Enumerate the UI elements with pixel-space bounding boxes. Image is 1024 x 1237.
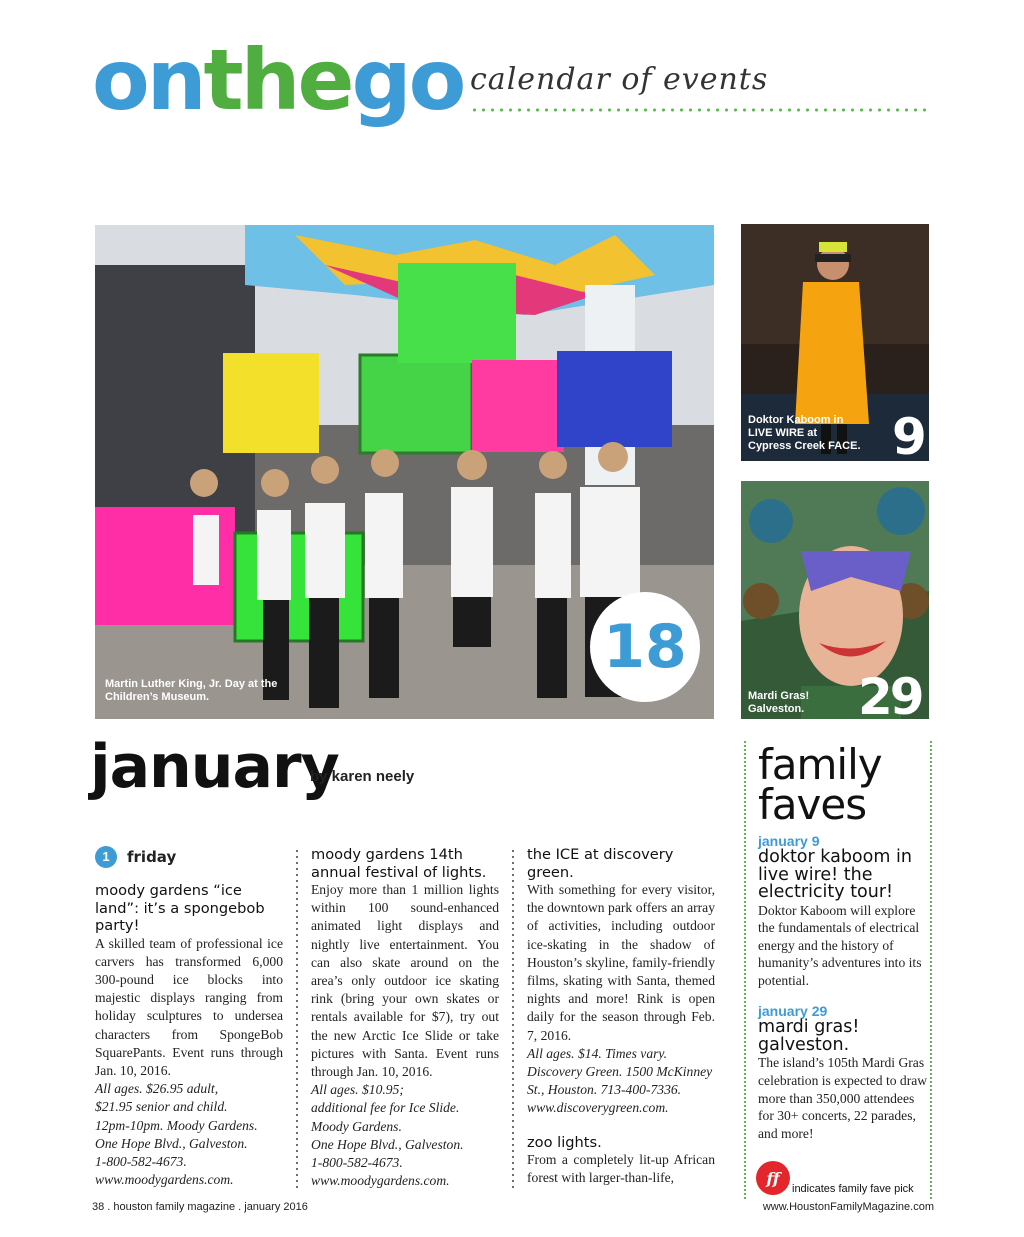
event-heading: the ICE at discovery green. [527,846,674,881]
main-photo-caption [105,678,277,704]
website-link[interactable]: www.HoustonFamilyMagazine.com [762,1201,934,1213]
event-description: Enjoy more than 1 million lights within 100 sound-enhanced animated light displays and nightly live entertainment. You can also skate around on the area’s only outdoor ice skating rink (bring your own skates or rentals available for $7), try out the new Arctic Ice Slide or take pictures with Santa. Event runs through Jan. 10, 2016. [311,882,499,1080]
detail-line[interactable]: www.moodygardens.com. [95,1172,234,1188]
fave-description: Doktor Kaboom will explore the fundamentals of electrical energy and the history of humanity’s adventures into its potential. [758,902,922,988]
detail-line: All ages. $14. Times vary. [527,1045,668,1061]
caption-line: Cypress Creek FACE. [748,440,861,452]
caption-line: LIVE WIRE at [748,427,818,439]
logo-part-go: go [351,31,464,129]
faves-title-line: family [758,740,882,789]
detail-line: St., Houston. 713-400-7336. [527,1082,682,1098]
date-number-9: 9 [892,408,927,466]
event-description: From a completely lit-up African forest with larger-than-life, [527,1152,715,1186]
mardi-gras-caption [748,690,809,716]
fave-heading: doktor kaboom in live wire! the electricity tour! [758,847,912,902]
fave-heading: mardi gras! galveston. [758,1017,860,1055]
detail-line: All ages. $26.95 adult, [95,1081,219,1097]
month-title: january [90,732,339,802]
family-fave-legend [756,1161,914,1195]
caption-line: Children’s Museum. [105,691,210,703]
date-circle-18: 18 [590,592,700,702]
event-description: A skilled team of professional ice carvers has transformed 6,000 300-pound ice blocks into majestic displays ranging from holiday sculptures to undersea characters from SpongeBob SquarePants. Event runs through Jan. 10, 2016. [95,935,283,1078]
family-faves-box [744,741,932,1199]
doktor-kaboom-caption [748,414,861,453]
logo-part-the: the [203,31,352,129]
event-details [95,1080,283,1189]
column-3 [527,846,715,1188]
logo-part-on: on [92,31,204,129]
column-divider [512,848,514,1190]
detail-line[interactable]: www.discoverygreen.com. [527,1100,669,1116]
faves-title-line: faves [758,780,867,829]
day-number-badge: 1 [95,846,117,868]
event-heading: moody gardens 14th annual festival of lights. [311,846,487,881]
day-header [95,846,283,868]
detail-line: One Hope Blvd., Galveston. [311,1136,464,1152]
event-details [527,1045,715,1118]
detail-line: $21.95 senior and child. [95,1099,228,1115]
caption-line: Galveston. [748,703,805,715]
column-2 [311,846,499,1190]
section-subtitle: calendar of events [470,62,769,97]
logo [92,31,464,129]
detail-line: 1-800-582-4673. [311,1155,403,1171]
detail-line: Moody Gardens. [311,1118,402,1134]
event-heading: moody gardens “ice land”: it’s a spongebob party! [95,882,265,934]
event-heading: zoo lights. [527,1133,602,1151]
detail-line: Discovery Green. 1500 McKinney [527,1064,713,1080]
detail-line: 1-800-582-4673. [95,1153,187,1169]
byline: by karen neely [310,768,415,785]
legend-text: indicates family fave pick [792,1183,914,1195]
detail-line: All ages. $10.95; [311,1082,404,1098]
fave-date: january 9 [758,833,820,849]
family-fave-icon: ff [756,1161,790,1195]
detail-line: 12pm-10pm. Moody Gardens. [95,1117,258,1133]
detail-line: additional fee for Ice Slide. [311,1100,460,1116]
page-footer-left: 38 . houston family magazine . january 2016 [92,1201,308,1213]
event-details [311,1081,499,1190]
event-description: With something for every visitor, the downtown park offers an array of activities, including outdoor ice-skating in the shadow of Houston’s skyline, family-friendly films, skating with Santa, themed nights and more! Rink is open daily for the season through Feb. 7, 2016. [527,882,715,1043]
date-number-29: 29 [858,668,922,726]
day-name: friday [127,847,177,866]
caption-line: Doktor Kaboom in [748,414,844,426]
faves-title [758,740,930,829]
column-divider [296,848,298,1190]
caption-line: Martin Luther King, Jr. Day at the [105,678,278,690]
detail-line[interactable]: www.moodygardens.com. [311,1173,450,1189]
caption-line: Mardi Gras! [748,690,810,702]
fave-date: january 29 [758,1003,828,1020]
dotted-divider [470,108,930,112]
column-1 [95,846,283,1189]
fave-description: The island’s 105th Mardi Gras celebration is expected to draw more than 350,000 attendees for 30+ concerts, 22 parades, and more! [758,1055,928,1141]
detail-line: One Hope Blvd., Galveston. [95,1135,248,1151]
